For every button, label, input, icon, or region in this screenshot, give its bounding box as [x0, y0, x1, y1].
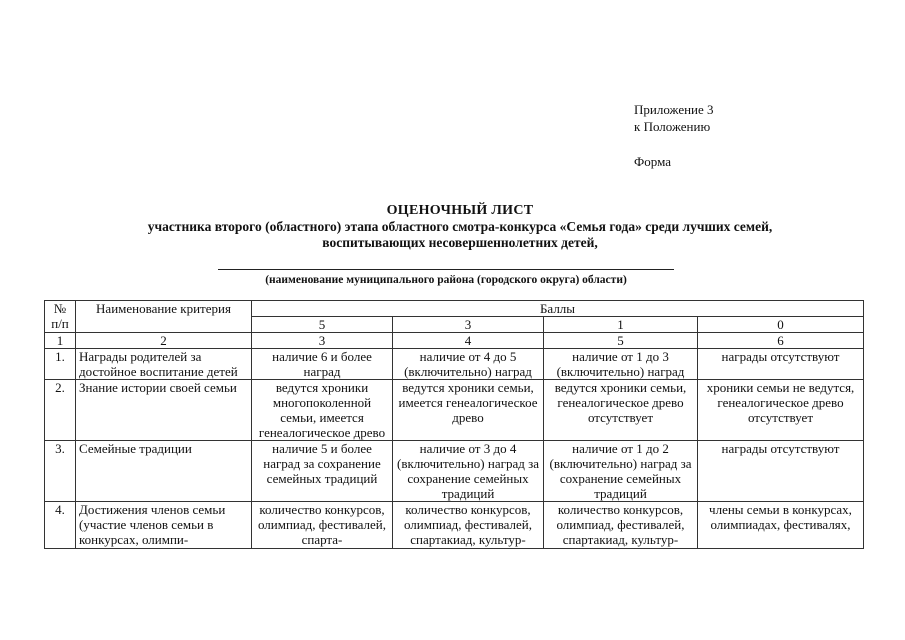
score-0-cell: награды отсутствуют — [698, 441, 864, 502]
score-0-cell: члены семьи в конкурсах, олимпиадах, фестивалях, — [698, 502, 864, 549]
criterion-name: Награды родителей за достойное воспитание детей — [76, 349, 252, 380]
header-points: Баллы — [252, 301, 864, 317]
column-number: 4 — [393, 333, 544, 349]
row-number: 1. — [45, 349, 76, 380]
criterion-name: Достижения членов семьи (участие членов семьи в конкурсах, олимпи- — [76, 502, 252, 549]
score-1-cell: количество конкурсов, олимпиад, фестивалей, спартакиад, культур- — [544, 502, 698, 549]
column-number: 6 — [698, 333, 864, 349]
column-number: 2 — [76, 333, 252, 349]
title-sub-line1: участника второго (областного) этапа областного смотра-конкурса «Семья года» среди лучших семей, — [147, 219, 773, 234]
appendix-number: Приложение 3 — [634, 102, 714, 117]
score-0-cell: награды отсутствуют — [698, 349, 864, 380]
criterion-name: Семейные традиции — [76, 441, 252, 502]
column-number-row — [45, 333, 864, 349]
form-label: Форма — [634, 154, 671, 169]
header-points-0: 0 — [698, 317, 864, 333]
score-0-cell: хроники семьи не ведутся, генеалогическое древо отсутствует — [698, 380, 864, 441]
document-title — [60, 203, 860, 251]
header-number: № п/п — [45, 301, 76, 333]
header-points-3: 3 — [393, 317, 544, 333]
table-header-row — [45, 301, 864, 317]
score-5-cell: наличие 6 и более наград — [252, 349, 393, 380]
header-points-5: 5 — [252, 317, 393, 333]
score-1-cell: ведутся хроники семьи, генеалогическое древо отсутствует — [544, 380, 698, 441]
header-points-1: 1 — [544, 317, 698, 333]
table-row — [45, 349, 864, 380]
table-row — [45, 441, 864, 502]
table-row — [45, 502, 864, 549]
appendix-header — [634, 101, 714, 135]
municipality-blank-line — [218, 269, 674, 270]
table-row — [45, 380, 864, 441]
score-5-cell: наличие 5 и более наград за сохранение семейных традиций — [252, 441, 393, 502]
row-number: 2. — [45, 380, 76, 441]
score-1-cell: наличие от 1 до 2 (включительно) наград за сохранение семейных традиций — [544, 441, 698, 502]
municipality-caption: (наименование муниципального района (городского округа) области) — [265, 274, 627, 286]
column-number: 5 — [544, 333, 698, 349]
column-number: 3 — [252, 333, 393, 349]
criterion-name: Знание истории своей семьи — [76, 380, 252, 441]
score-1-cell: наличие от 1 до 3 (включительно) наград — [544, 349, 698, 380]
score-3-cell: наличие от 4 до 5 (включительно) наград — [393, 349, 544, 380]
evaluation-table — [44, 300, 864, 549]
score-3-cell: наличие от 3 до 4 (включительно) наград за сохранение семейных традиций — [393, 441, 544, 502]
title-sub-line2: воспитывающих несовершеннолетних детей, — [322, 235, 598, 250]
score-3-cell: количество конкурсов, олимпиад, фестивалей, спартакиад, культур- — [393, 502, 544, 549]
score-3-cell: ведутся хроники семьи, имеется генеалогическое древо — [393, 380, 544, 441]
title-main: ОЦЕНОЧНЫЙ ЛИСТ — [386, 203, 534, 218]
appendix-reference: к Положению — [634, 119, 711, 134]
column-number: 1 — [45, 333, 76, 349]
row-number: 3. — [45, 441, 76, 502]
header-criterion: Наименование критерия — [76, 301, 252, 333]
row-number: 4. — [45, 502, 76, 549]
score-5-cell: количество конкурсов, олимпиад, фестивалей, спарта- — [252, 502, 393, 549]
score-5-cell: ведутся хроники многопоколенной семьи, имеется генеалогическое древо — [252, 380, 393, 441]
